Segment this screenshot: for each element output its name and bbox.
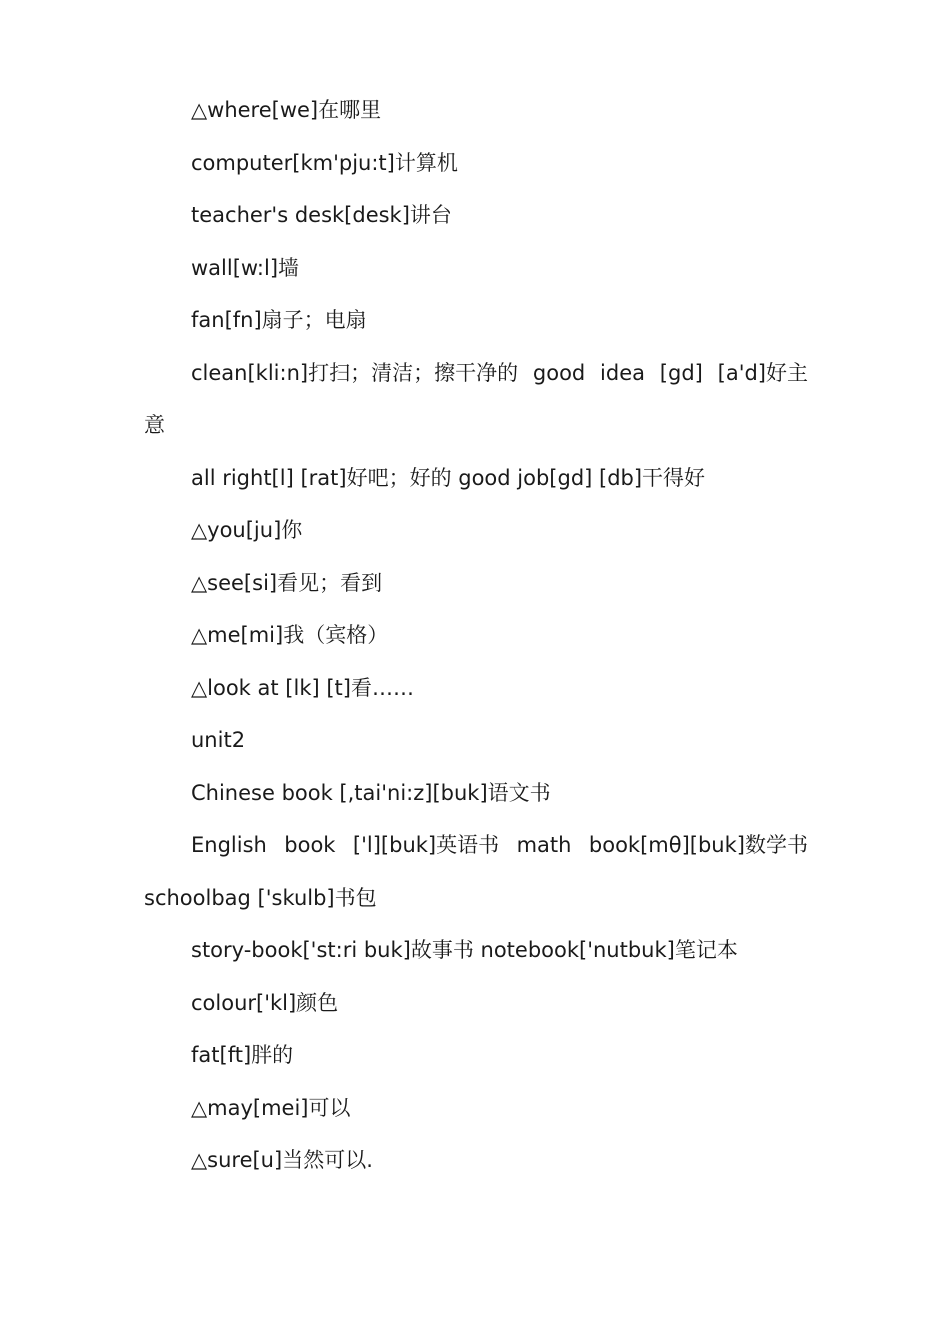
vocab-line: △look at [lk] [t]看…… — [191, 675, 414, 700]
vocab-line-continuation: schoolbag ['skulb]书包 — [144, 885, 377, 910]
vocab-text: [a'd]好主 — [717, 360, 808, 385]
vocab-line: △may[mei]可以 — [191, 1095, 351, 1120]
vocab-line: △where[we]在哪里 — [191, 98, 382, 122]
vocab-line: computer[km'pju:t]计算机 — [191, 150, 458, 175]
vocab-line: △sure[u]当然可以. — [191, 1148, 373, 1172]
vocab-line: fat[ft]胖的 — [191, 1043, 294, 1067]
vocab-text: math — [516, 833, 572, 857]
vocab-text: ['l][buk]英语书 — [352, 833, 500, 857]
vocab-text: good — [532, 360, 586, 385]
vocab-line: fan[fn]扇子；电扇 — [191, 308, 367, 332]
vocab-line: all right[l] [rat]好吧；好的 good job[gd] [db]干得好 — [191, 465, 706, 490]
vocab-line-justified — [144, 819, 808, 872]
vocab-text: book — [284, 833, 336, 857]
vocab-line-justified — [144, 347, 808, 400]
vocab-line: △you[ju]你 — [191, 518, 303, 542]
vocab-line: wall[w:l]墙 — [191, 255, 300, 280]
vocab-line-continuation: 意 — [144, 413, 165, 437]
vocab-line: colour['kl]颜色 — [191, 990, 339, 1015]
vocab-line: △me[mi]我（宾格） — [191, 623, 389, 647]
vocab-line: story-book['st:ri buk]故事书 notebook['nutbuk]笔记本 — [191, 938, 738, 962]
vocab-text: English — [191, 833, 267, 857]
vocab-line: △see[si]看见；看到 — [191, 570, 383, 595]
unit-heading: unit2 — [191, 728, 246, 752]
vocab-text: book[mθ][buk]数学书 — [588, 833, 808, 857]
vocab-line: teacher's desk[desk]讲台 — [191, 203, 452, 227]
vocab-text: idea — [600, 360, 645, 385]
vocabulary-list — [144, 84, 808, 1187]
vocab-text: clean[kli:n]打扫；清洁；擦干净的 — [191, 360, 519, 385]
vocab-text: [gd] — [659, 360, 703, 385]
vocab-line: Chinese book [,tai'ni:z][buk]语文书 — [191, 780, 551, 805]
